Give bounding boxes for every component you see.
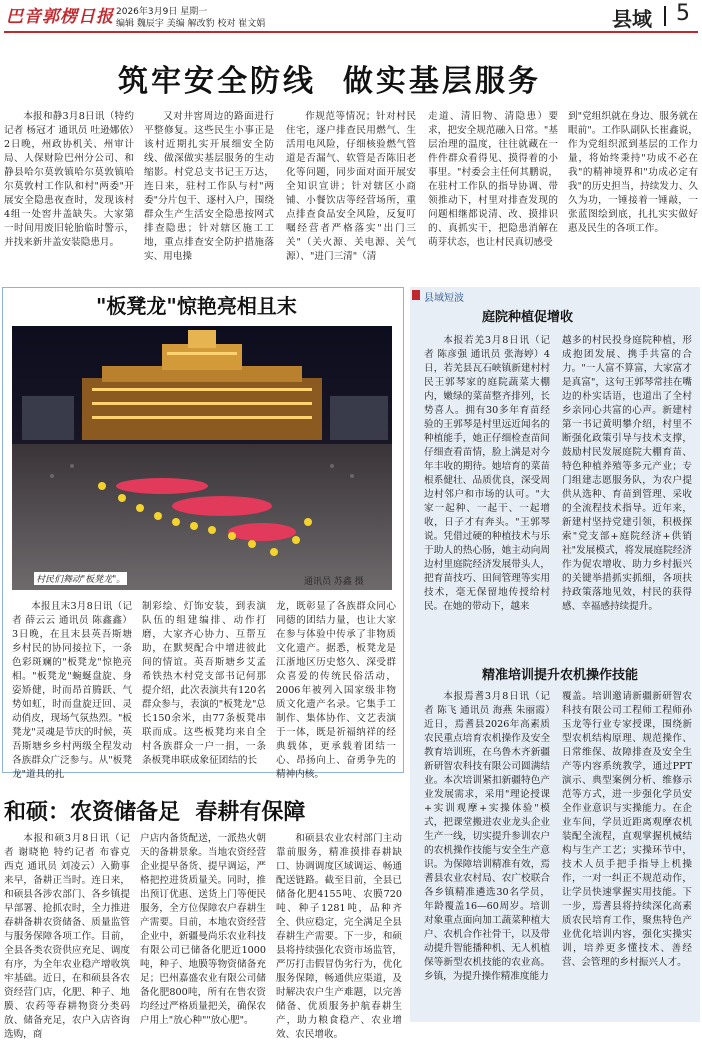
sidebar-story2-headline: 精准培训提升农机操作技能 [482,668,639,683]
sidebar-story2-col1-text: 本报焉耆3月8日讯（记者 陈飞 通讯员 海燕 朱丽霞）近日，焉耆县2026年高素质农民重点培育农机操作及安全教育培训班，在乌鲁木齐新疆新研智农科技有限公司圆满结业。本次培训紧扣新疆特色产业发展需求，采用"理论授课+实训观摩+实操体验"模式，把课堂搬进农业龙头企业生产一线，切实提升参训农户的农机操作技能与安全生产意识。为保障培训精准有效，焉耆县农业农村局、农广校联合各乡镇精准遴选30名学员，年龄覆盖16—60周岁。培训对象重点面向加工蔬菜种植大户、农机合作社骨干，以及带动提升智能播种机、无人机植保等新型农机技能的农业高。乡镇，为提升操作精准度能力 [424,691,550,982]
feature-col3-text: 龙，既彰显了各族群众同心同德的团结力量，也让大家在参与体验中传承了非物质文化遗产。据悉，板凳龙是江浙地区历史悠久、深受群众喜爱的传统民俗活动，2006年被列入国家级非物质文化遗产名录。它集手工制作、集体协作、文艺表演于一体，既是祈福纳祥的经典载体，更承载着团结一心、昂扬向上、奋勇争先的精神内核。 [276,601,396,780]
top-story-col5 [568,110,698,274]
feature-headline: "板凳龙"惊艳亮相且末 [96,294,297,318]
night-square-photo [12,326,392,590]
sidebar-tag-box [412,290,420,300]
sidebar-story1-col1 [424,334,550,632]
sidebar-story1-col1-text: 本报若羌3月8日讯（记者 陈彦强 通讯员 张海婷）4日，若羌县瓦石峡镇新建村村民王郭琴家的庭院蔬菜大棚内，嫩绿的菜苗整齐排列，长势喜人。拥有30多年育苗经验的王郭琴是村里远近闻名的种植能手，她正仔细检查苗间仔细查看苗情，脸上满是对今年丰收的期待。她培育的菜苗根系健壮、品质优良，深受周边村邻户和市场的认可。"大家一起种、一起干、一起增收，日子才有奔头。"王郭琴说。凭借过硬的种植技术与乐于助人的热心肠，她主动向周边村里庭院经济发展带头人，把育苗技巧、田间管理等实用技术，毫无保留地传授给村民。在她的带动下，越来 [424,335,550,612]
bottom-col2 [140,832,266,1026]
editors-line: 编辑 魏辰宇 美编 解改豹 校对 崔文娟 [116,19,266,29]
sidebar-story1-col2-text: 越多的村民投身庭院种植，形成抱团发展、携手共富的合力。"一人富不算富，大家富才是真富"，这句王郭琴常挂在嘴边的朴实话语，也道出了全村乡亲同心共富的心声。新建村第一书记黄明攀介绍，村里不断强化政策引导与技术支撑，鼓励村民发展庭院大棚育苗、特色种植养殖等多元产业；专门组建志愿服务队，为农户提供从选种、育苗到管理、采收的全流程技术指导。近年来，新建村坚持党建引领，积极探索"党支部+庭院经济+供销社"发展模式，将发展庭院经济作为促农增收、助力乡村振兴的关键举措抓实抓细，各项扶持政策落地见效，村民的获得感、幸福感持续提升。 [562,335,692,612]
date-line: 2026年3月9日 星期一 [116,7,208,17]
sidebar-story1-headline: 庭院种植促增收 [482,310,574,325]
top-story-col2 [144,110,274,274]
bottom-col3 [276,832,402,1040]
photo-credit: 通讯员 苏鑫 摄 [304,577,364,587]
feature-photo [12,326,392,590]
top-story-col4 [428,110,558,274]
masthead-logo: 巴音郭楞日报 [6,7,114,27]
sidebar-story2-col2-text: 覆盖。培训邀请新疆新研智农科技有限公司工程师工程师孙玉龙等行业专家授课，围绕新型农机结构原理、规范操作、日常维保、故障排查及安全生产等内容系统教学，通过PPT演示、典型案例分析、维修示范等方式，进一步强化学员安全作业意识与实操能力。在企业车间，学员近距离观摩农机装配全流程，直观掌握机械结构与生产工艺；实操环节中，技术人员手把手指导上机操作，一对一纠正不规范动作，让学员快速掌握实用技能。下一步，焉耆县将持续深化高素质农民培育工作，聚焦特色产业优化培训内容，强化实操实训，培养更多懂技术、善经营、会管理的乡村振兴人才。 [562,691,692,968]
sidebar-story1-col2 [562,334,692,632]
feature-col2-text: 制彩绘、灯饰安装，到表演队伍的组建编排、动作打磨，大家齐心协力、互帮互助，在默契配合中增进彼此间的情谊。英吾斯塘乡艾孟希铁热木村党支部书记何那提介绍，此次表演共有120名群众参与，表演的"板凳龙"总长150余米，由77条板凳串联而成。这些板凳均来自全村各族群众一户一捐，一条条板凳串联成象征团结的长 [142,601,266,766]
sidebar-story2-col2 [562,690,692,1020]
bottom-headline: 和硕：农资储备足 春耕有保障 [4,800,306,825]
section-divider [664,6,666,26]
feature-col1 [12,600,132,780]
top-col5-text: 到"党组织就在身边、服务就在眼前"。工作队副队长崔鑫说，作为党组织派到基层的工作力量，将始终秉持"功成不必在我"的精神境界和"功成必定有我"的历史担当，持续发力、久久为功，一锤接着一锤敲，一张蓝图绘到底，扎扎实实做好惠及民生的各项工作。 [568,111,698,234]
bottom-col3-text: 和硕县农业农村部门主动靠前服务，精准摸排春耕缺口、协调调度区域调运、畅通配送链路。截至目前，全县已储备化肥4155吨、农膜720吨、种子1281吨，品种齐全、供应稳定，完全满足全县春耕生产需要。下一步，和硕县将持续强化农资市场监管，严厉打击假冒伪劣行为，优化服务保障，畅通供应渠道，及时解决农户生产难题，以完善储备、优质服务护航春耕生产，助力粮食稳产、农业增效、农民增收。 [276,833,402,1040]
bottom-col2-text: 户店内备货配送，一派热火朝天的备耕景象。当地农资经营企业提早备货、提早调运，严格把控进货质量关。同时，推出预订优惠、送货上门等便民服务，全方位保障农户春耕生产需要。目前，本地农资经营企业中，新疆曼尚乐农业科技有限公司已储备化肥近1000吨，种子、地膜等物资储备充足；巴州嘉盛农业有限公司储备化肥800吨，所有在售农资均经过严格质量把关，确保农户用上"放心种""放心肥"。 [140,833,266,1026]
masthead-rule [4,31,698,33]
top-col3-text: 作规范等情况；针对村民住宅，逐户排查民用燃气、生活用电风险，仔细核验燃气管道是否漏气、软管是否陈旧老化等问题，同步面对面开展安全知识宣讲；针对辖区小商铺、小餐饮店等经营场所，重点排查食品安全风险，反复叮嘱经营者严格落实"出门三关"（关火源、关电源、关气源）、"进门三清"（清 [286,111,416,262]
top-col4-text: 走道、清旧物、清隐患）要求，把安全规范融入日常。"基层治理的温度，往往就藏在一件件群众看得见、摸得着的小事里。"村委会主任何其鹏说，在驻村工作队的指导协调、带领推动下，村里对排查发现的问题相继都说清、改、摸排识的、真抓实干，把隐患消解在萌芽状态，也让村民真切感受 [428,111,558,248]
section-label: 县域 [612,7,652,31]
feature-col3 [276,600,396,780]
top-story-col1 [4,110,134,274]
sidebar-tag: 县域短波 [424,293,464,304]
top-col1-text: 本报和静3月8日讯（特约记者 杨冠才 通讯员 吐逊娜依）2日晚，州政协机关、州审计局、人保财险巴州分公司、和静县哈尔莫敦镇哈尔莫敦镇哈尔莫敦村工作队和村"两委"开展安全隐患夜查时，发现该村4组一处窖井盖缺失。大家第一时间用废旧轮胎临时警示，并找来新井盖安装隐患月。 [4,111,134,248]
photo-caption: 村民们舞动"板凳龙"。 [34,572,127,585]
top-headline: 筑牢安全防线 做实基层服务 [118,64,541,99]
bottom-col1 [4,832,130,1040]
feature-col1-text: 本报且末3月8日讯（记者 薛云云 通讯员 陈鑫鑫）3日晚，在且末县英吾斯塘乡村民的协同接拉下，一条色彩斑斓的"板凳龙"惊艳亮相。"板凳龙"蜿蜒盘旋、身姿矫健，时而昂首腾跃、气势如虹，时而盘旋迂回、灵动俏皮，现场气氛热烈。"板凳龙"灵魂是节庆的时候，英吾斯塘乡乡村两级全程发动各族群众广泛参与。从"板凳龙"道具的扎 [12,601,132,780]
bottom-col1-text: 本报和硕3月8日讯（记者 谢晓艳 特约记者 布睿克 西克 通讯员 刘凌云）入勤事来早，备耕正当时。连日来，和硕县各涉农部门、各乡镇提早部署、抢抓农时，全力推进春耕备耕农资储备、质量监管与服务保障各项工作。目前，全县各类农资供应充足、调度有序，为全年农业稳产增收筑牢基础。近日，在和硕县各农资经营门店，化肥、种子、地膜、农药等春耕物资分类码放、储备充足，农户入店咨询选购，商 [4,833,130,1040]
sidebar-story2-col1 [424,690,550,1020]
top-story-col3 [286,110,416,274]
feature-col2 [142,600,266,764]
page-number: 5 [676,1,690,26]
top-col2-text: 又对井窖周边的路面进行平整修复。这些民生小事正是该村近期扎实开展细安全防线、做深做实基层服务的生动缩影。村党总支书记王万达，连日来，驻村工作队与村"两委"分片包干、逐村入户，围绕群众生产生活安全隐患按网式排查隐患；针对辖区施工工地，重点排查安全防护措施落实、用电操 [144,111,274,262]
